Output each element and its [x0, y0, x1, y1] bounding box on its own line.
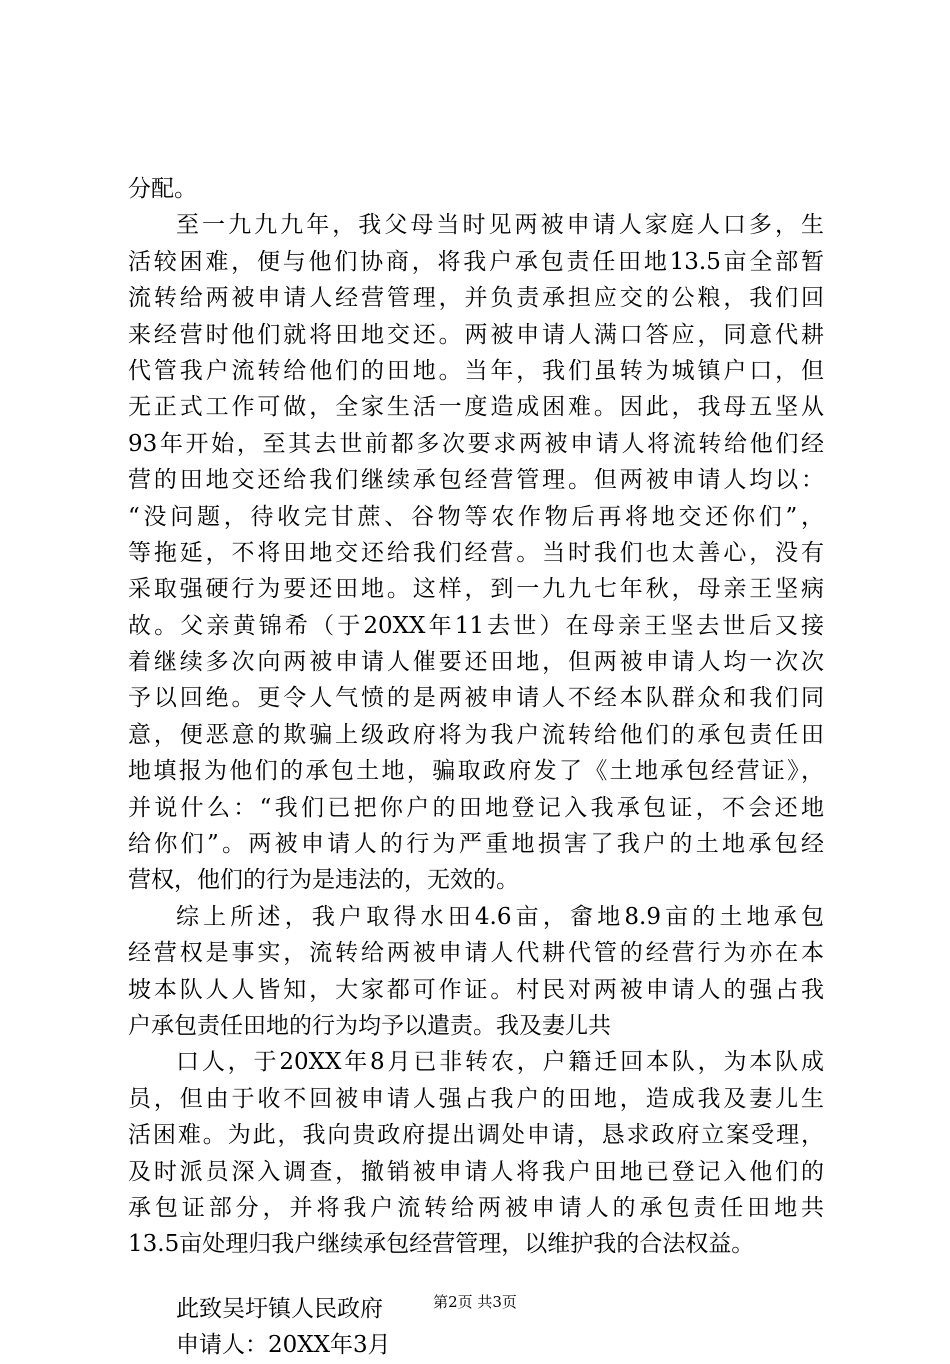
paragraph-line: 无正式工作可做，全家生活一度造成困难。因此，我母五坚从 — [128, 394, 824, 421]
paragraph-line: 意，便恶意的欺骗上级政府将为我户流转给他们的承包责任田 — [128, 721, 824, 748]
paragraph-line: 活较困难，便与他们协商，将我户承包责任田地13.5亩全部暂 — [128, 248, 824, 275]
paragraph-line: 营权，他们的行为是违法的，无效的。 — [128, 867, 519, 894]
paragraph-line: 13.5亩处理归我户继续承包经营管理，以维护我的合法权益。 — [128, 1231, 755, 1258]
paragraph-line: 流转给两被申请人经营管理，并负责承担应交的公粮，我们回 — [128, 285, 824, 312]
paragraph — [128, 899, 824, 1045]
paragraph-line: 口人，于20XX年8月已非转农，户籍迁回本队，为本队成 — [176, 1049, 824, 1076]
paragraph-line: 予以回绝。更令人气愤的是两被申请人不经本队群众和我们同 — [128, 685, 824, 712]
paragraph — [128, 171, 824, 207]
paragraph-line: 营的田地交还给我们继续承包经营管理。但两被申请人均以： — [128, 467, 824, 494]
paragraph-line: 综上所述，我户取得水田4.6亩，畲地8.9亩的土地承包 — [176, 903, 824, 930]
paragraph-line: 并说什么：“我们已把你户的田地登记入我承包证，不会还地 — [128, 794, 824, 821]
paragraph-line: 着继续多次向两被申请人催要还田地，但两被申请人均一次次 — [128, 649, 824, 676]
page-footer — [0, 1292, 950, 1312]
paragraph-line: 户承包责任田地的行为均予以遣责。我及妻儿共 — [128, 1012, 611, 1039]
page-number-label: 第2页 共3页 — [433, 1293, 517, 1311]
paragraph-line: 坡本队人人皆知，大家都可作证。村民对两被申请人的强占我 — [128, 976, 824, 1003]
paragraph-line: 经营权是事实，流转给两被申请人代耕代管的经营行为亦在本 — [128, 940, 824, 967]
paragraph-line: 代管我户流转给他们的田地。当年，我们虽转为城镇户口，但 — [128, 357, 824, 384]
paragraph-line: 活困难。为此，我向贵政府提出调处申请，恳求政府立案受理， — [128, 1122, 824, 1149]
paragraph — [128, 1044, 824, 1262]
paragraph-line: 93年开始，至其去世前都多次要求两被申请人将流转给他们经 — [128, 430, 824, 457]
closing-addressee: 此致吴圩镇人民政府 — [176, 1295, 383, 1322]
paragraph-line: 分配。 — [128, 176, 197, 202]
paragraph-line: 故。父亲黄锦希（于20XX年11去世）在母亲王坚去世后又接 — [128, 612, 824, 639]
closing-applicant-date: 申请人：20XX年3月 — [176, 1332, 391, 1359]
paragraph — [128, 207, 824, 898]
document-body — [128, 171, 824, 1364]
paragraph-line: 承包证部分，并将我户流转给两被申请人的承包责任田地共 — [128, 1194, 824, 1221]
paragraph-line: 员，但由于收不回被申请人强占我户的田地，造成我及妻儿生 — [128, 1085, 824, 1112]
closing-spacer — [128, 1263, 824, 1291]
paragraph-line: 等拖延，不将田地交还给我们经营。当时我们也太善心，没有 — [128, 539, 824, 566]
paragraph-line: 及时派员深入调查，撤销被申请人将我户田地已登记入他们的 — [128, 1158, 824, 1185]
paragraph-line: 来经营时他们就将田地交还。两被申请人满口答应，同意代耕 — [128, 321, 824, 348]
paragraph-line: 采取强硬行为要还田地。这样，到一九九七年秋，母亲王坚病 — [128, 576, 824, 603]
paragraph-line: 给你们”。两被申请人的行为严重地损害了我户的土地承包经 — [128, 831, 824, 858]
paragraph-line: 地填报为他们的承包土地，骗取政府发了《土地承包经营证》， — [128, 758, 824, 785]
paragraph-line: “没问题，待收完甘蔗、谷物等农作物后再将地交还你们”， — [128, 503, 824, 530]
paragraph-line: 至一九九九年，我父母当时见两被申请人家庭人口多，生 — [176, 212, 824, 239]
